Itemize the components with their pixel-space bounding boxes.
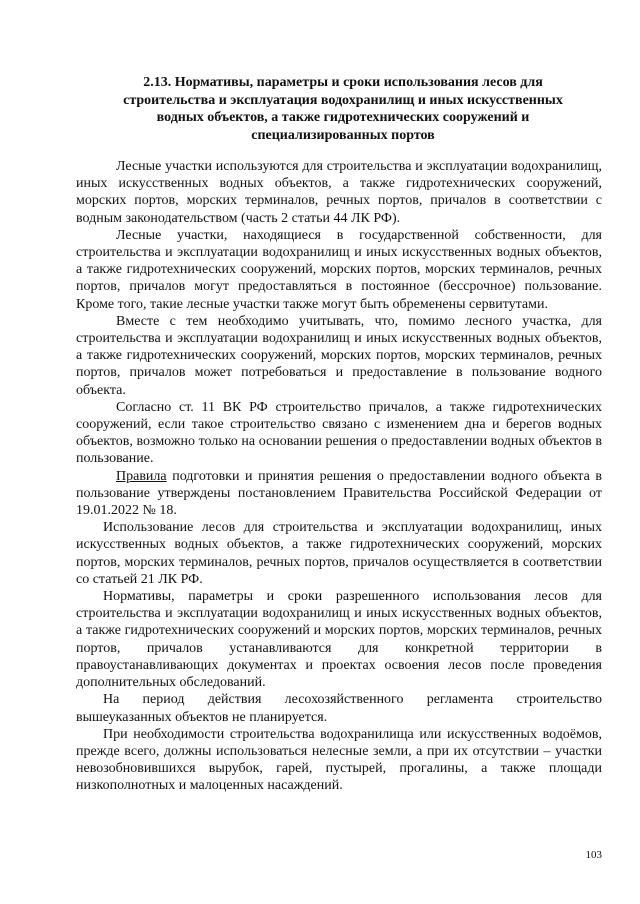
paragraph-4: Согласно ст. 11 ВК РФ строительство причалов, а также гидротехнических сооружений, если такое строительство связано с изменением дна и берегов водных объектов, возможно только на основании решения о предоставлении водных объектов в пользование. bbox=[76, 399, 602, 467]
paragraph-5 bbox=[76, 468, 602, 520]
paragraph-6: Использование лесов для строительства и эксплуатации водохранилищ, иных искусственных водных объектов, а также гидротехнических сооружений, морских портов, морских терминалов, речных портов, причалов осуществляется в соответствии со статьей 21 ЛК РФ. bbox=[76, 520, 602, 587]
heading-line-1: 2.13. Нормативы, параметры и сроки использования лесов для bbox=[143, 75, 543, 90]
paragraph-8: На период действия лесохозяйственного регламента строительство вышеуказанных объектов не планируется. bbox=[76, 692, 602, 725]
paragraph-3: Вместе с тем необходимо учитывать, что, помимо лесного участка, для строительства и эксплуатации водохранилищ и иных искусственных водных объектов, а также гидротехнических сооружений, морских портов, морских терминалов, речных портов, причалов может потребоваться и предоставление в пользование водного объекта. bbox=[76, 313, 602, 398]
paragraph-1: Лесные участки используются для строительства и эксплуатации водохранилищ, иных искусственных водных объектов, а также гидротехнических сооружений, морских портов, морских терминалов, речных портов, причалов в соответствии с водным законодательством (часть 2 статьи 44 ЛК РФ). bbox=[76, 159, 602, 226]
section-heading bbox=[76, 74, 602, 144]
paragraph-2: Лесные участки, находящиеся в государственной собственности, для строительства и эксплуатации водохранилищ и иных искусственных водных объектов, а также гидротехнических сооружений, морских портов, морских терминалов, речных портов, причалов могут предоставляться в постоянное (бессрочное) пользование. Кроме того, такие лесные участки также могут быть обременены сервитутами. bbox=[76, 227, 602, 312]
paragraph-9: При необходимости строительства водохранилища или искусственных водоёмов, прежде всего, должны использоваться нелесные земли, а при их отсутствии – участки невозобновившихся вырубок, гарей, пустырей, прогалины, а также площади низкополнотных и малоценных насаждений. bbox=[76, 726, 602, 794]
rules-link[interactable]: Правила bbox=[116, 468, 167, 484]
paragraph-5-text: подготовки и принятия решения о предоставлении водного объекта в пользование утверждены постановлением Правительства Российской Федерации от 19.01.2022 № 18. bbox=[76, 468, 602, 519]
document-page bbox=[76, 74, 602, 795]
heading-line-3: водных объектов, а также гидротехнических сооружений и bbox=[156, 110, 530, 125]
paragraph-7: Нормативы, параметры и сроки разрешенного использования лесов для строительства и эксплуатации водохранилищ и иных искусственных водных объектов, а также гидротехнических сооружений и морских портов, морских терминалов, речных портов, причалов устанавливаются для конкретной территории в правоустанавливающих документах и проектах освоения лесов после проведения дополнительных обследований. bbox=[76, 589, 602, 691]
heading-line-2: строительства и эксплуатация водохранилищ и иных искусственных bbox=[123, 92, 563, 108]
heading-line-4: специализированных портов bbox=[251, 127, 435, 143]
page-number: 103 bbox=[585, 849, 602, 861]
